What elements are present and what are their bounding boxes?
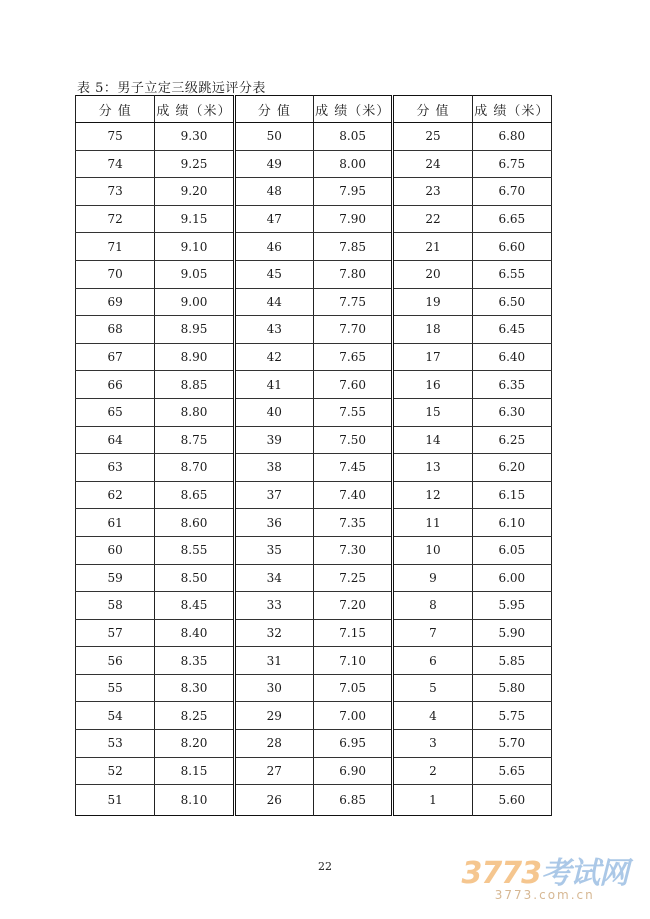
cell-score-2: 32 bbox=[234, 619, 313, 647]
cell-score-3: 21 bbox=[393, 233, 472, 261]
cell-result-3: 6.05 bbox=[472, 536, 551, 564]
cell-result-2: 7.80 bbox=[313, 260, 392, 288]
cell-score-2: 45 bbox=[234, 260, 313, 288]
watermark-logo bbox=[462, 848, 629, 902]
cell-score-1: 65 bbox=[76, 398, 155, 426]
cell-score-1: 51 bbox=[76, 785, 155, 816]
cell-result-3: 5.95 bbox=[472, 592, 551, 620]
cell-score-1: 72 bbox=[76, 205, 155, 233]
table-row bbox=[76, 205, 552, 233]
table-row bbox=[76, 592, 552, 620]
cell-score-2: 43 bbox=[234, 316, 313, 344]
cell-result-1: 8.80 bbox=[155, 398, 234, 426]
cell-result-1: 8.45 bbox=[155, 592, 234, 620]
cell-score-2: 42 bbox=[234, 343, 313, 371]
cell-result-1: 8.20 bbox=[155, 730, 234, 758]
cell-result-1: 9.10 bbox=[155, 233, 234, 261]
cell-result-1: 8.70 bbox=[155, 454, 234, 482]
cell-result-2: 7.20 bbox=[313, 592, 392, 620]
table-row bbox=[76, 730, 552, 758]
cell-score-1: 64 bbox=[76, 426, 155, 454]
header-result-2: 成 绩（米） bbox=[313, 96, 392, 123]
table-row bbox=[76, 123, 552, 151]
cell-result-2: 6.85 bbox=[313, 785, 392, 816]
score-table-container bbox=[75, 95, 552, 816]
table-row bbox=[76, 150, 552, 178]
cell-result-2: 7.10 bbox=[313, 647, 392, 675]
cell-score-3: 7 bbox=[393, 619, 472, 647]
cell-result-2: 7.90 bbox=[313, 205, 392, 233]
cell-score-1: 68 bbox=[76, 316, 155, 344]
cell-result-2: 7.00 bbox=[313, 702, 392, 730]
cell-result-3: 5.70 bbox=[472, 730, 551, 758]
cell-result-1: 8.95 bbox=[155, 316, 234, 344]
cell-score-3: 8 bbox=[393, 592, 472, 620]
cell-score-3: 23 bbox=[393, 178, 472, 206]
cell-score-2: 46 bbox=[234, 233, 313, 261]
cell-score-1: 57 bbox=[76, 619, 155, 647]
cell-result-1: 9.30 bbox=[155, 123, 234, 151]
score-table bbox=[75, 95, 552, 816]
cell-score-1: 66 bbox=[76, 371, 155, 399]
cell-score-2: 29 bbox=[234, 702, 313, 730]
table-row bbox=[76, 233, 552, 261]
cell-result-1: 8.65 bbox=[155, 481, 234, 509]
cell-result-1: 9.00 bbox=[155, 288, 234, 316]
cell-score-3: 2 bbox=[393, 757, 472, 785]
cell-score-2: 49 bbox=[234, 150, 313, 178]
cell-result-2: 8.05 bbox=[313, 123, 392, 151]
cell-result-3: 6.75 bbox=[472, 150, 551, 178]
cell-result-1: 9.25 bbox=[155, 150, 234, 178]
cell-result-2: 6.90 bbox=[313, 757, 392, 785]
table-row bbox=[76, 398, 552, 426]
cell-result-2: 7.25 bbox=[313, 564, 392, 592]
cell-result-2: 7.45 bbox=[313, 454, 392, 482]
cell-score-3: 4 bbox=[393, 702, 472, 730]
cell-score-2: 36 bbox=[234, 509, 313, 537]
header-result-1: 成 绩（米） bbox=[155, 96, 234, 123]
cell-score-3: 3 bbox=[393, 730, 472, 758]
cell-score-3: 24 bbox=[393, 150, 472, 178]
cell-result-1: 8.10 bbox=[155, 785, 234, 816]
cell-result-3: 6.25 bbox=[472, 426, 551, 454]
cell-result-1: 8.35 bbox=[155, 647, 234, 675]
cell-result-1: 9.20 bbox=[155, 178, 234, 206]
cell-score-3: 5 bbox=[393, 674, 472, 702]
cell-result-2: 8.00 bbox=[313, 150, 392, 178]
cell-result-3: 5.80 bbox=[472, 674, 551, 702]
table-row bbox=[76, 647, 552, 675]
cell-result-2: 7.95 bbox=[313, 178, 392, 206]
table-row bbox=[76, 316, 552, 344]
cell-result-1: 8.15 bbox=[155, 757, 234, 785]
cell-result-2: 7.70 bbox=[313, 316, 392, 344]
cell-score-1: 60 bbox=[76, 536, 155, 564]
cell-score-1: 73 bbox=[76, 178, 155, 206]
cell-result-2: 7.35 bbox=[313, 509, 392, 537]
cell-score-1: 56 bbox=[76, 647, 155, 675]
cell-score-3: 13 bbox=[393, 454, 472, 482]
cell-score-2: 39 bbox=[234, 426, 313, 454]
cell-score-1: 55 bbox=[76, 674, 155, 702]
cell-result-2: 7.05 bbox=[313, 674, 392, 702]
table-row bbox=[76, 509, 552, 537]
cell-result-2: 7.40 bbox=[313, 481, 392, 509]
cell-score-2: 47 bbox=[234, 205, 313, 233]
cell-result-1: 8.30 bbox=[155, 674, 234, 702]
table-row bbox=[76, 178, 552, 206]
table-header-row bbox=[76, 96, 552, 123]
cell-result-2: 7.30 bbox=[313, 536, 392, 564]
cell-score-2: 30 bbox=[234, 674, 313, 702]
cell-score-1: 58 bbox=[76, 592, 155, 620]
cell-result-3: 5.60 bbox=[472, 785, 551, 816]
cell-score-1: 59 bbox=[76, 564, 155, 592]
cell-score-1: 52 bbox=[76, 757, 155, 785]
cell-score-1: 63 bbox=[76, 454, 155, 482]
cell-score-1: 61 bbox=[76, 509, 155, 537]
watermark-brand-text: 考试网 bbox=[541, 856, 628, 891]
cell-result-1: 8.90 bbox=[155, 343, 234, 371]
cell-score-3: 15 bbox=[393, 398, 472, 426]
cell-score-2: 31 bbox=[234, 647, 313, 675]
header-score-1: 分 值 bbox=[76, 96, 155, 123]
cell-result-1: 8.55 bbox=[155, 536, 234, 564]
cell-result-3: 6.10 bbox=[472, 509, 551, 537]
cell-score-2: 48 bbox=[234, 178, 313, 206]
cell-result-1: 8.25 bbox=[155, 702, 234, 730]
cell-score-1: 75 bbox=[76, 123, 155, 151]
cell-score-3: 17 bbox=[393, 343, 472, 371]
table-row bbox=[76, 454, 552, 482]
cell-result-2: 7.50 bbox=[313, 426, 392, 454]
table-row bbox=[76, 260, 552, 288]
table-row bbox=[76, 288, 552, 316]
cell-score-3: 18 bbox=[393, 316, 472, 344]
cell-result-2: 7.75 bbox=[313, 288, 392, 316]
cell-result-3: 6.55 bbox=[472, 260, 551, 288]
cell-score-2: 33 bbox=[234, 592, 313, 620]
cell-score-2: 38 bbox=[234, 454, 313, 482]
cell-score-1: 62 bbox=[76, 481, 155, 509]
cell-result-3: 6.35 bbox=[472, 371, 551, 399]
cell-result-3: 6.40 bbox=[472, 343, 551, 371]
cell-score-3: 25 bbox=[393, 123, 472, 151]
table-row bbox=[76, 343, 552, 371]
cell-result-3: 6.30 bbox=[472, 398, 551, 426]
cell-result-2: 7.65 bbox=[313, 343, 392, 371]
cell-result-3: 6.70 bbox=[472, 178, 551, 206]
table-row bbox=[76, 371, 552, 399]
cell-score-3: 16 bbox=[393, 371, 472, 399]
cell-score-2: 41 bbox=[234, 371, 313, 399]
cell-score-1: 67 bbox=[76, 343, 155, 371]
header-score-3: 分 值 bbox=[393, 96, 472, 123]
cell-score-2: 44 bbox=[234, 288, 313, 316]
cell-score-3: 19 bbox=[393, 288, 472, 316]
cell-score-2: 35 bbox=[234, 536, 313, 564]
cell-score-3: 9 bbox=[393, 564, 472, 592]
cell-score-3: 1 bbox=[393, 785, 472, 816]
cell-result-2: 7.55 bbox=[313, 398, 392, 426]
table-body bbox=[76, 123, 552, 816]
cell-result-3: 6.65 bbox=[472, 205, 551, 233]
cell-result-3: 6.00 bbox=[472, 564, 551, 592]
cell-score-2: 27 bbox=[234, 757, 313, 785]
cell-score-3: 6 bbox=[393, 647, 472, 675]
cell-result-3: 5.85 bbox=[472, 647, 551, 675]
cell-result-3: 5.90 bbox=[472, 619, 551, 647]
table-row bbox=[76, 702, 552, 730]
cell-result-3: 6.80 bbox=[472, 123, 551, 151]
cell-result-3: 6.20 bbox=[472, 454, 551, 482]
table-title: 表 5：男子立定三级跳远评分表 bbox=[77, 81, 266, 96]
cell-result-2: 7.85 bbox=[313, 233, 392, 261]
table-row bbox=[76, 785, 552, 816]
cell-result-2: 7.15 bbox=[313, 619, 392, 647]
table-row bbox=[76, 426, 552, 454]
cell-result-3: 6.50 bbox=[472, 288, 551, 316]
cell-score-2: 37 bbox=[234, 481, 313, 509]
cell-score-3: 11 bbox=[393, 509, 472, 537]
table-row bbox=[76, 757, 552, 785]
cell-result-2: 6.95 bbox=[313, 730, 392, 758]
table-row bbox=[76, 619, 552, 647]
cell-result-3: 6.15 bbox=[472, 481, 551, 509]
cell-result-1: 8.50 bbox=[155, 564, 234, 592]
watermark-url: 3773.com.cn bbox=[494, 888, 595, 902]
table-row bbox=[76, 564, 552, 592]
cell-result-3: 6.45 bbox=[472, 316, 551, 344]
cell-score-3: 10 bbox=[393, 536, 472, 564]
header-result-3: 成 绩（米） bbox=[472, 96, 551, 123]
cell-result-1: 9.05 bbox=[155, 260, 234, 288]
cell-result-2: 7.60 bbox=[313, 371, 392, 399]
cell-score-2: 28 bbox=[234, 730, 313, 758]
cell-score-1: 54 bbox=[76, 702, 155, 730]
cell-result-3: 5.75 bbox=[472, 702, 551, 730]
cell-score-2: 40 bbox=[234, 398, 313, 426]
table-row bbox=[76, 674, 552, 702]
cell-score-3: 22 bbox=[393, 205, 472, 233]
cell-score-1: 70 bbox=[76, 260, 155, 288]
cell-score-1: 53 bbox=[76, 730, 155, 758]
cell-score-2: 34 bbox=[234, 564, 313, 592]
cell-result-3: 5.65 bbox=[472, 757, 551, 785]
cell-score-3: 20 bbox=[393, 260, 472, 288]
cell-result-1: 9.15 bbox=[155, 205, 234, 233]
cell-result-1: 8.75 bbox=[155, 426, 234, 454]
page-number: 22 bbox=[318, 860, 332, 873]
cell-score-3: 14 bbox=[393, 426, 472, 454]
cell-result-1: 8.60 bbox=[155, 509, 234, 537]
header-score-2: 分 值 bbox=[234, 96, 313, 123]
cell-score-2: 50 bbox=[234, 123, 313, 151]
cell-result-1: 8.40 bbox=[155, 619, 234, 647]
watermark-brand-digits: 3773 bbox=[461, 856, 541, 891]
cell-score-1: 69 bbox=[76, 288, 155, 316]
cell-score-3: 12 bbox=[393, 481, 472, 509]
table-row bbox=[76, 481, 552, 509]
cell-result-3: 6.60 bbox=[472, 233, 551, 261]
cell-score-1: 71 bbox=[76, 233, 155, 261]
cell-score-1: 74 bbox=[76, 150, 155, 178]
cell-score-2: 26 bbox=[234, 785, 313, 816]
cell-result-1: 8.85 bbox=[155, 371, 234, 399]
table-row bbox=[76, 536, 552, 564]
